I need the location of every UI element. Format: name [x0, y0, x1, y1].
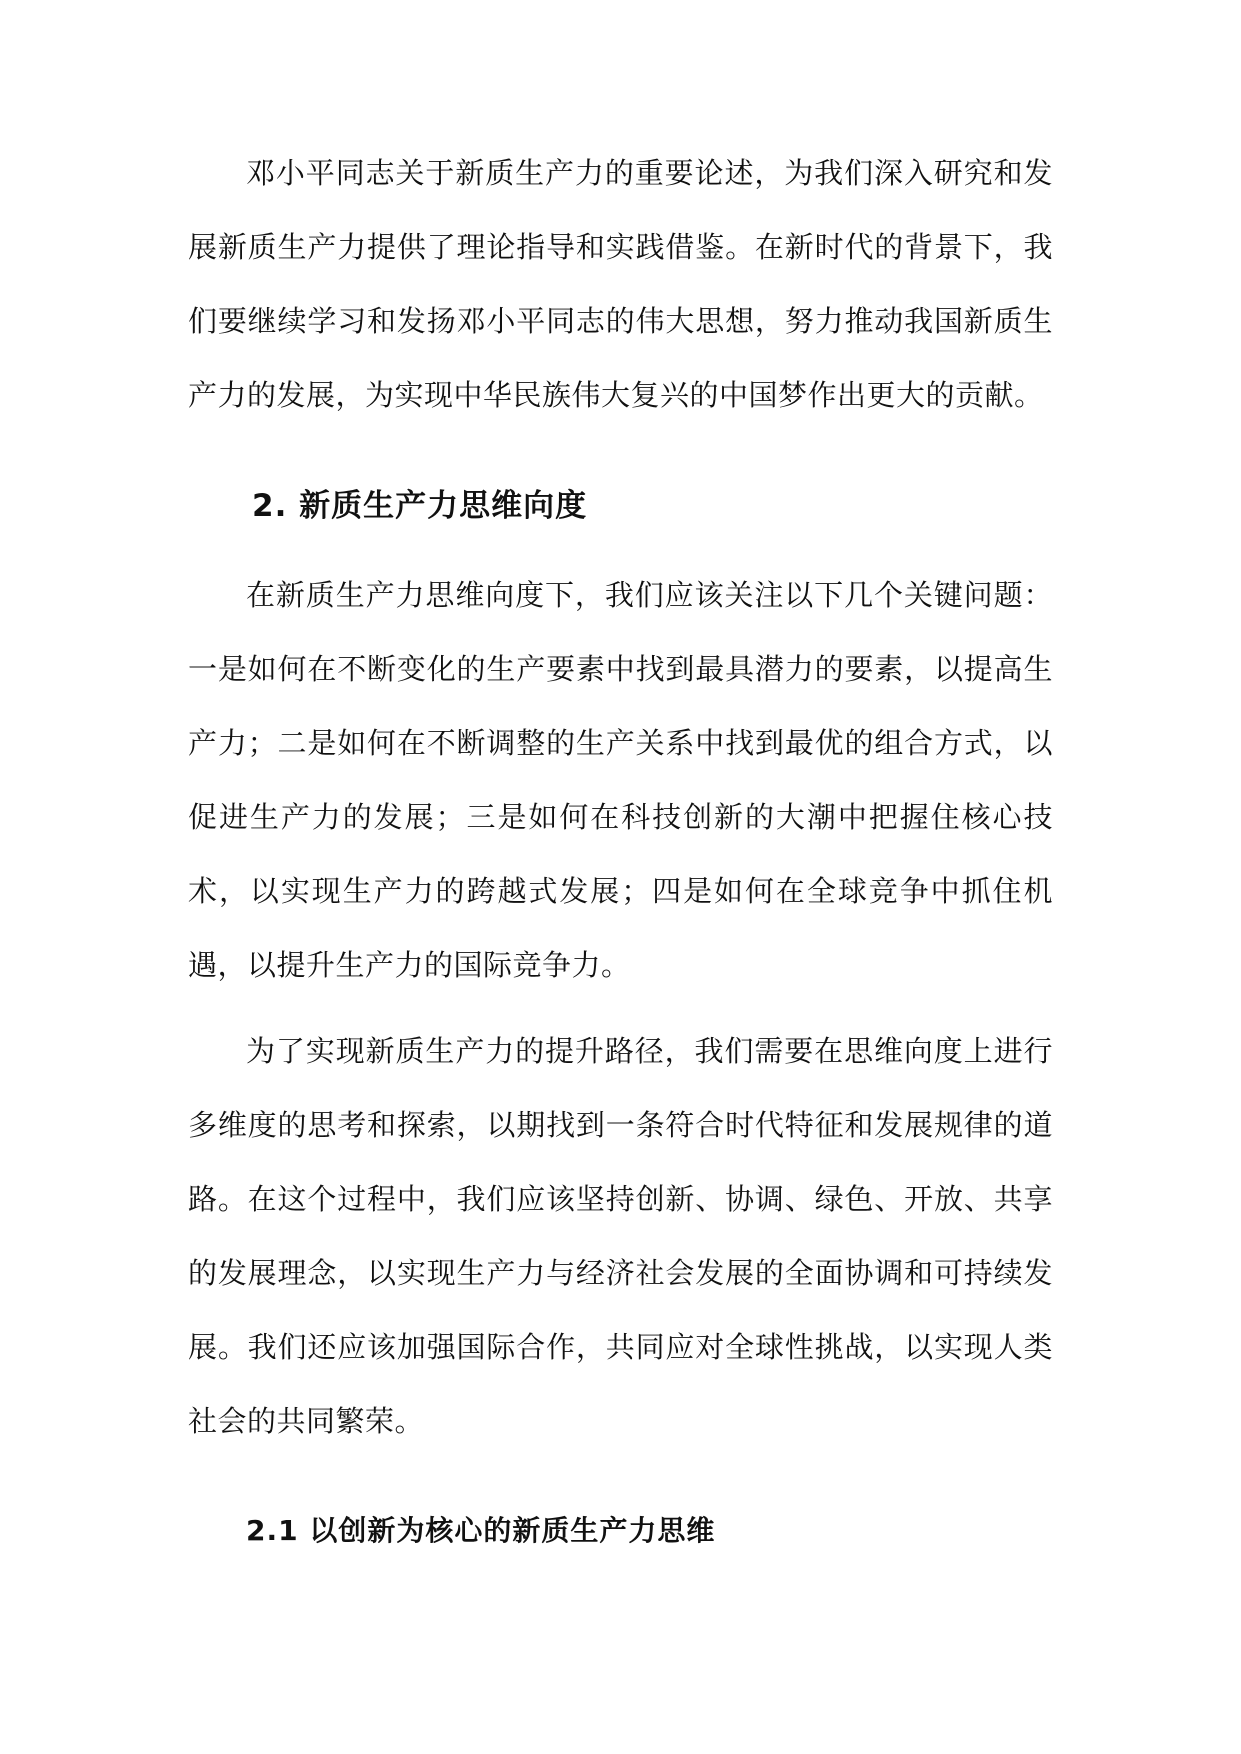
paragraph-improvement-path: 为了实现新质生产力的提升路径，我们需要在思维向度上进行多维度的思考和探索，以期找到一条符合时代特征和发展规律的道路。在这个过程中，我们应该坚持创新、协调、绿色、开放、共享的发展理念，以实现生产力与经济社会发展的全面协调和可持续发展。我们还应该加强国际合作，共同应对全球性挑战，以实现人类社会的共同繁荣。 [188, 1034, 1053, 1438]
paragraph-intro: 邓小平同志关于新质生产力的重要论述，为我们深入研究和发展新质生产力提供了理论指导和实践借鉴。在新时代的背景下，我们要继续学习和发扬邓小平同志的伟大思想，努力推动我国新质生产力的发展，为实现中华民族伟大复兴的中国梦作出更大的贡献。 [188, 156, 1053, 412]
paragraph-key-questions: 在新质生产力思维向度下，我们应该关注以下几个关键问题：一是如何在不断变化的生产要素中找到最具潜力的要素，以提高生产力；二是如何在不断调整的生产关系中找到最优的组合方式，以促进生产力的发展；三是如何在科技创新的大潮中把握住核心技术，以实现生产力的跨越式发展；四是如何在全球竞争中抓住机遇，以提升生产力的国际竞争力。 [188, 578, 1053, 982]
section-heading-2-1: 2.1 以创新为核心的新质生产力思维 [246, 1514, 716, 1547]
section-heading-2: 2. 新质生产力思维向度 [252, 488, 588, 524]
